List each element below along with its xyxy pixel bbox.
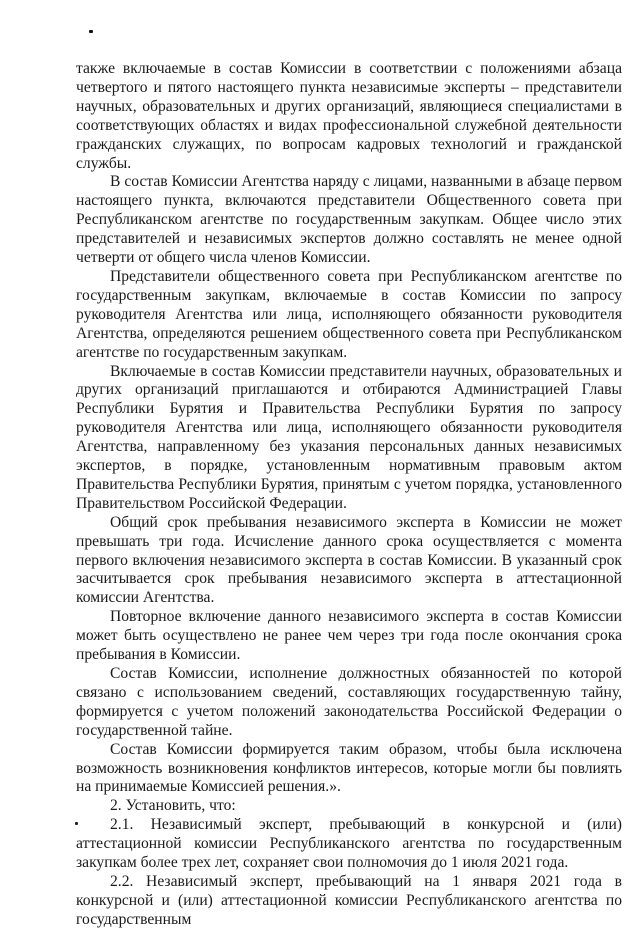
paragraph: Представители общественного совета при Республиканском агентстве по государственным закупкам, включаемые в состав Комиссии по запросу руководителя Агентства или лица, исполняющего обязанности руководителя Агентства, определяются решением общественного совета при Республиканском агентстве по государственным закупкам. — [76, 267, 622, 361]
scan-mark — [89, 30, 93, 33]
paragraph: Повторное включение данного независимого эксперта в состав Комиссии может быть осуществлено не ранее чем через три года после окончания срока пребывания в Комиссии. — [76, 608, 622, 664]
paragraph: 2.2. Независимый эксперт, пребывающий на 1 января 2021 года в конкурсной и (или) аттестационной комиссии Республиканского агентства по государственным — [76, 872, 622, 928]
paragraph: 2. Установить, что: — [110, 797, 236, 815]
paragraph: Состав Комиссии, исполнение должностных обязанностей по которой связано с использованием сведений, составляющих государственную тайну, формируется с учетом положений законодательства Российской Федерации о государственной тайне. — [76, 665, 622, 739]
document-body — [76, 60, 622, 930]
paragraph: 2.1. Независимый эксперт, пребывающий в конкурсной и (или) аттестационной комиссии Республиканского агентства по государственным закупкам более трех лет, сохраняет свои полномочия до 1 июля 2021 года. — [76, 816, 622, 872]
paragraph: Включаемые в состав Комиссии представители научных, образовательных и других организаций приглашаются и отбираются Администрацией Главы Республики Бурятия и Правительства Республики Бурятия по запросу руководителя Агентства или лица, исполняющего обязанности руководителя Агентства, направленному без указания персональных данных независимых экспертов, в порядке, установленным нормативным правовым актом Правительства Республики Бурятия, принятым с учетом порядка, установленного Правительством Российской Федерации. — [76, 362, 622, 512]
paragraph: Состав Комиссии формируется таким образом, чтобы была исключена возможность возникновения конфликтов интересов, которые могли бы повлиять на принимаемые Комиссией решения.». — [76, 740, 622, 796]
paragraph: Общий срок пребывания независимого эксперта в Комиссии не может превышать три года. Исчисление данного срока осуществляется с момента первого включения независимого эксперта в состав Комиссии. В указанный срок засчитывается срок пребывания независимого эксперта в аттестационной комиссии Агентства. — [76, 513, 622, 607]
paragraph: В состав Комиссии Агентства наряду с лицами, названными в абзаце первом настоящего пункта, включаются представители Общественного совета при Республиканском агентстве по государственным закупкам. Общее число этих представителей и независимых экспертов должно составлять не менее одной четверти от общего числа членов Комиссии. — [76, 173, 622, 267]
paragraph: также включаемые в состав Комиссии в соответствии с положениями абзаца четвертого и пятого настоящего пункта независимые эксперты – представители научных, образовательных и других организаций, являющиеся специалистами в соответствующих областях и видах профессиональной служебной деятельности гражданских служащих, по вопросам кадровых технологий и гражданской службы. — [76, 60, 622, 172]
